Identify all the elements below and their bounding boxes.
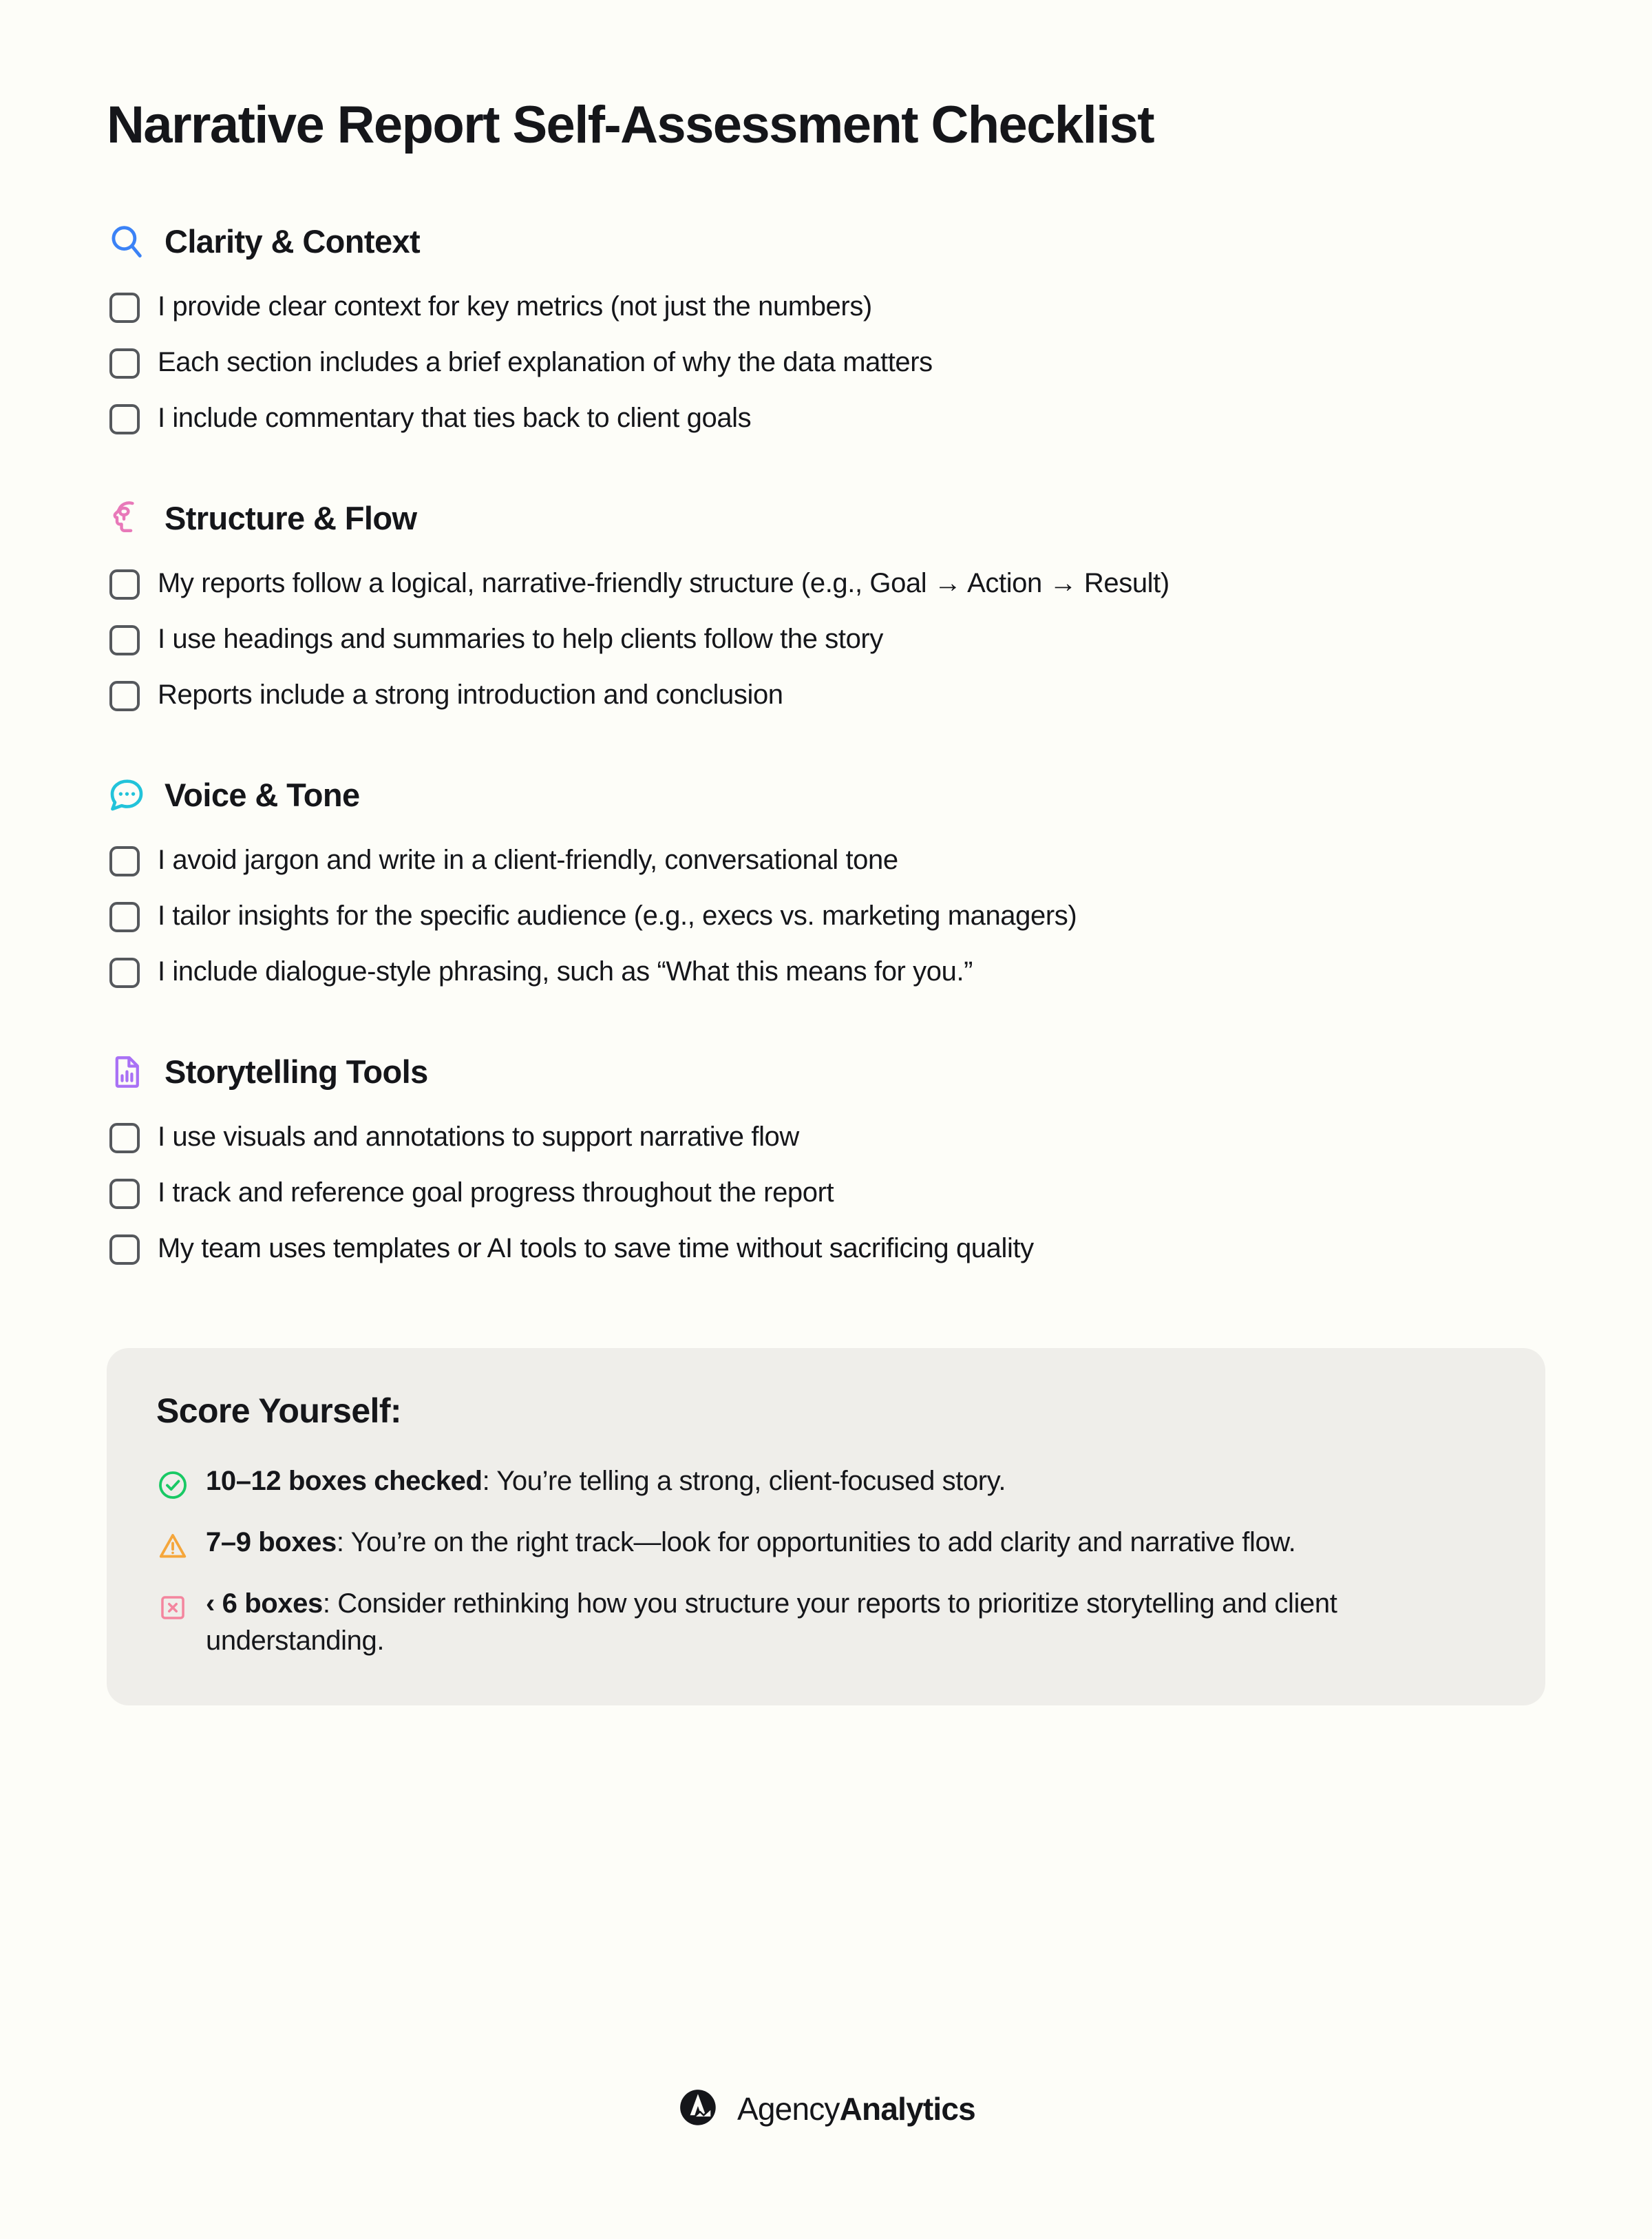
checkbox[interactable]	[109, 404, 140, 434]
footer-branding	[0, 2086, 1652, 2132]
section-clarity-context	[107, 222, 1545, 437]
score-row	[156, 1585, 1496, 1661]
score-row-text	[206, 1585, 1496, 1661]
checklist-item[interactable]	[109, 399, 1545, 437]
section-structure-flow	[107, 498, 1545, 713]
checkbox[interactable]	[109, 1234, 140, 1265]
speech-bubble-dots-icon	[107, 775, 147, 815]
checklist-item[interactable]	[109, 288, 1545, 325]
checklist-item[interactable]	[109, 841, 1545, 879]
x-square-icon	[156, 1591, 189, 1624]
section-storytelling-tools	[107, 1052, 1545, 1267]
checklist-item-label: I include dialogue-style phrasing, such as “What this means for you.”	[158, 956, 973, 987]
document-chart-icon	[107, 1052, 147, 1092]
checklist-sections	[107, 222, 1545, 1267]
agencyanalytics-logo-icon	[677, 2086, 722, 2132]
score-row	[156, 1524, 1496, 1563]
score-row-rest: : Consider rethinking how you structure your reports to prioritize storytelling and client understanding.	[206, 1588, 1337, 1657]
brand-wordmark	[737, 2090, 975, 2127]
checklist-item-label: I use headings and summaries to help clients follow the story	[158, 623, 883, 654]
score-row-emphasis: ‹ 6 boxes	[206, 1588, 323, 1619]
checklist-item[interactable]	[109, 620, 1545, 658]
checkbox[interactable]	[109, 348, 140, 379]
section-voice-tone	[107, 775, 1545, 990]
checklist-item-label: I track and reference goal progress throughout the report	[158, 1177, 834, 1208]
score-row-rest: : You’re on the right track—look for opportunities to add clarity and narrative flow.	[336, 1526, 1296, 1557]
check-circle-icon	[156, 1469, 189, 1502]
warning-triangle-icon	[156, 1530, 189, 1563]
checklist-item-label: I avoid jargon and write in a client-friendly, conversational tone	[158, 844, 898, 875]
section-title: Voice & Tone	[165, 777, 360, 814]
checkbox[interactable]	[109, 958, 140, 988]
section-title: Storytelling Tools	[165, 1053, 428, 1091]
checklist-item[interactable]	[109, 1230, 1545, 1267]
checkbox[interactable]	[109, 1179, 140, 1209]
checklist-item-label: I use visuals and annotations to support narrative flow	[158, 1121, 799, 1152]
section-header	[107, 498, 1545, 538]
section-title: Structure & Flow	[165, 500, 417, 537]
section-title: Clarity & Context	[165, 223, 421, 260]
section-items	[107, 841, 1545, 990]
score-row-text	[206, 1524, 1295, 1562]
score-yourself-panel	[107, 1348, 1545, 1706]
checklist-item[interactable]	[109, 953, 1545, 990]
brain-head-icon	[107, 498, 147, 538]
checkbox[interactable]	[109, 569, 140, 600]
checklist-item-label: I include commentary that ties back to client goals	[158, 402, 752, 433]
score-row-emphasis: 10–12 boxes checked	[206, 1465, 483, 1496]
checkbox[interactable]	[109, 1123, 140, 1153]
checklist-item-label: I tailor insights for the specific audience (e.g., execs vs. marketing managers)	[158, 900, 1077, 931]
checklist-item[interactable]	[109, 1174, 1545, 1211]
checklist-item[interactable]	[109, 897, 1545, 934]
checkbox[interactable]	[109, 293, 140, 323]
score-row-text	[206, 1462, 1006, 1500]
section-header	[107, 775, 1545, 815]
checklist-item[interactable]	[109, 1118, 1545, 1155]
score-row-emphasis: 7–9 boxes	[206, 1526, 337, 1557]
checklist-item-label: My reports follow a logical, narrative-friendly structure (e.g., Goal → Action → Result)	[158, 567, 1169, 598]
checkbox[interactable]	[109, 625, 140, 655]
checklist-item-label: Reports include a strong introduction and conclusion	[158, 679, 783, 710]
checklist-item-label: I provide clear context for key metrics (not just the numbers)	[158, 291, 872, 322]
checklist-item[interactable]	[109, 344, 1545, 381]
section-items	[107, 565, 1545, 713]
checklist-item[interactable]	[109, 676, 1545, 713]
score-row-rest: : You’re telling a strong, client-focused story.	[482, 1465, 1006, 1496]
checklist-item-label: Each section includes a brief explanation of why the data matters	[158, 346, 933, 377]
section-header	[107, 1052, 1545, 1092]
checkbox[interactable]	[109, 902, 140, 932]
brand-first: Agency	[737, 2091, 840, 2127]
section-items	[107, 288, 1545, 437]
search-icon	[107, 222, 147, 262]
section-header	[107, 222, 1545, 262]
checklist-item[interactable]	[109, 565, 1545, 602]
section-items	[107, 1118, 1545, 1267]
score-row	[156, 1462, 1496, 1502]
checklist-item-label: My team uses templates or AI tools to save time without sacrificing quality	[158, 1232, 1034, 1263]
score-panel-title: Score Yourself:	[156, 1391, 401, 1430]
checkbox[interactable]	[109, 846, 140, 876]
checkbox[interactable]	[109, 681, 140, 711]
brand-second: Analytics	[839, 2091, 975, 2127]
page-title: Narrative Report Self-Assessment Checklist	[107, 96, 1154, 154]
